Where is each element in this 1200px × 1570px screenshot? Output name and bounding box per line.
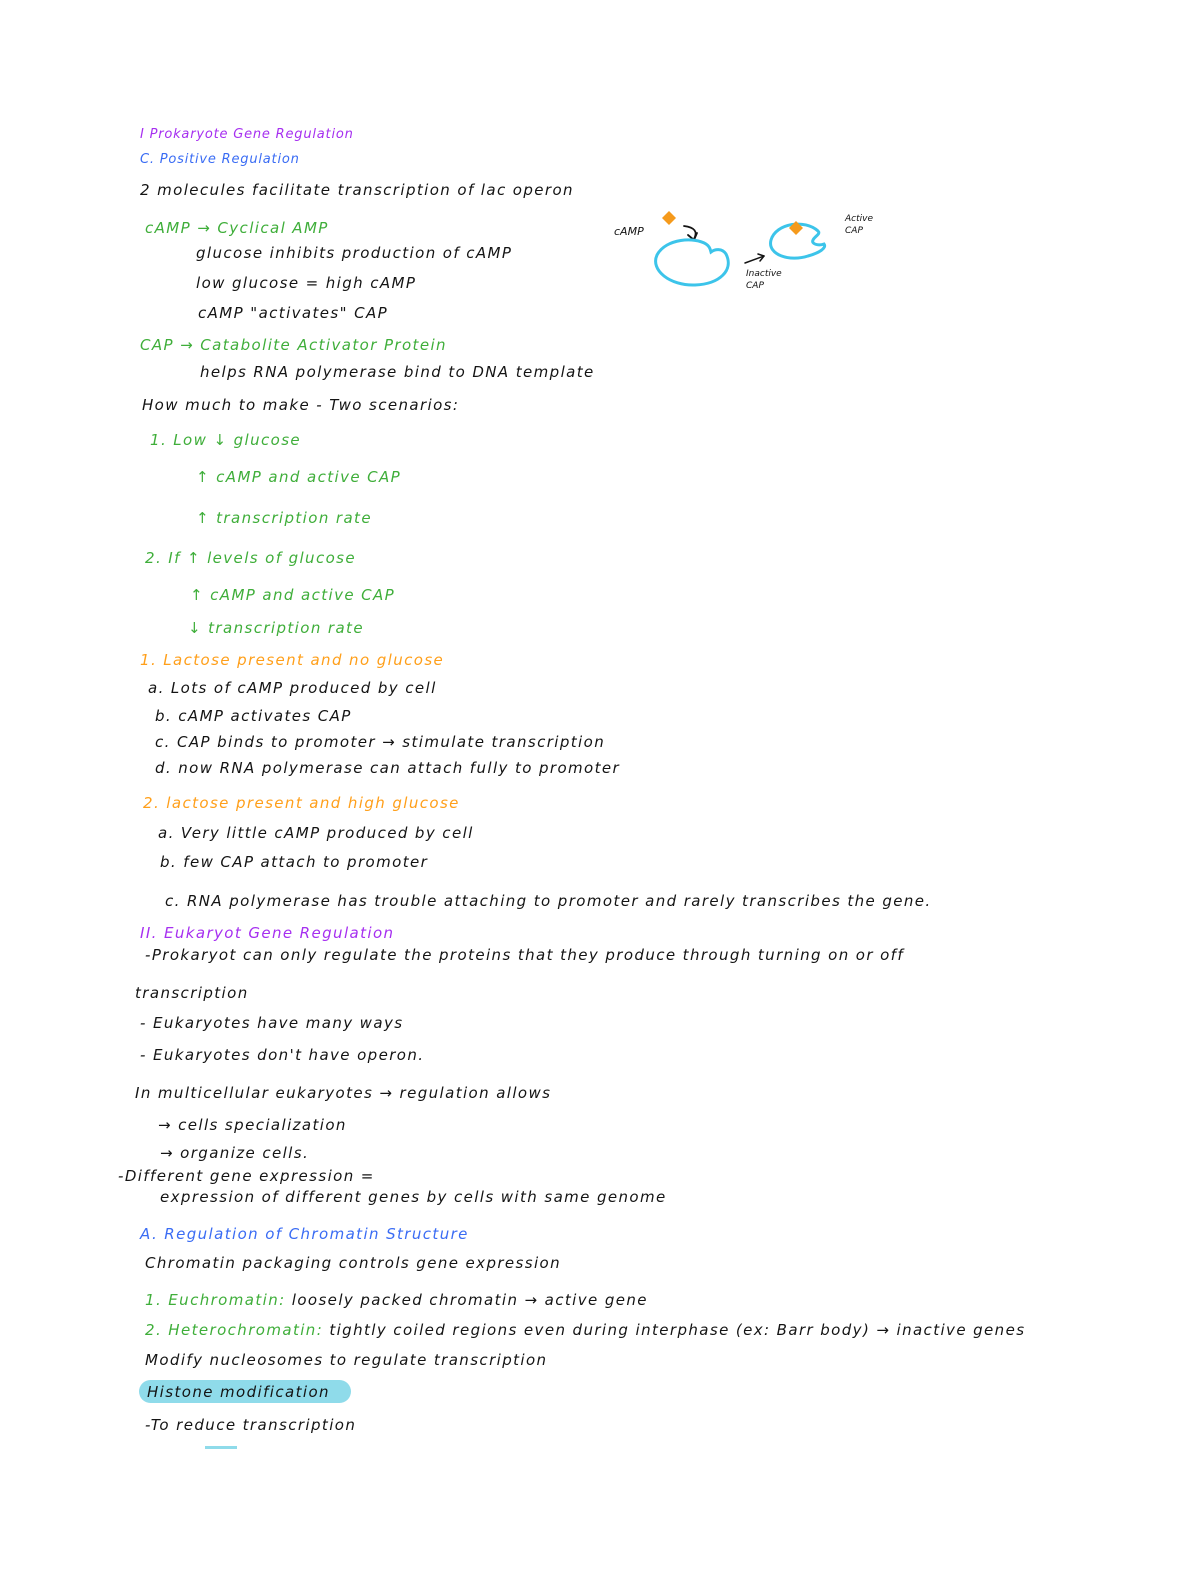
chromatin-type-heterochromatin <box>145 1321 1025 1339</box>
case-step: b. cAMP activates CAP <box>155 707 352 725</box>
scenario-point: ↓ transcription rate <box>188 619 364 637</box>
camp-note: glucose inhibits production of cAMP <box>196 244 513 262</box>
histone-note: -To reduce transcription <box>145 1416 357 1434</box>
camp-label: cAMP <box>614 225 644 238</box>
part-1-title: I Prokaryote Gene Regulation <box>140 127 354 142</box>
case-step: a. Very little cAMP produced by cell <box>158 824 474 842</box>
cap-note: helps RNA polymerase bind to DNA template <box>200 363 595 381</box>
scenarios-question: How much to make - Two scenarios: <box>142 396 460 414</box>
case-step: c. CAP binds to promoter → stimulate transcription <box>155 733 606 751</box>
section-a-intro: Chromatin packaging controls gene expression <box>145 1254 562 1272</box>
cap-term: CAP → Catabolite Activator Protein <box>140 336 447 354</box>
camp-note: cAMP "activates" CAP <box>198 304 389 322</box>
chromatin-type-euchromatin <box>145 1291 648 1309</box>
cap-activation-diagram <box>600 200 900 310</box>
scenario-title: 2. If ↑ levels of glucose <box>145 549 357 567</box>
part-2-intro-line: - Eukaryotes have many ways <box>140 1014 404 1032</box>
chromatin-type-description: tightly coiled regions even during interphase (ex: Barr body) → inactive genes <box>329 1321 1026 1339</box>
scenario-title: 1. Low ↓ glucose <box>150 431 302 449</box>
differential-definition: expression of different genes by cells with same genome <box>160 1188 667 1206</box>
scenario-point: ↑ cAMP and active CAP <box>190 586 396 604</box>
camp-term: cAMP → Cyclical AMP <box>145 219 329 237</box>
scenario-point: ↑ cAMP and active CAP <box>196 468 402 486</box>
part-2-intro-line: -Prokaryot can only regulate the proteins that they produce through turning on or off <box>145 946 905 964</box>
section-c-title: C. Positive Regulation <box>140 152 300 167</box>
part-2-title: II. Eukaryot Gene Regulation <box>140 924 395 942</box>
part-2-intro-line: - Eukaryotes don't have operon. <box>140 1046 425 1064</box>
camp-molecule-diamond <box>662 211 676 225</box>
case-step: a. Lots of cAMP produced by cell <box>148 679 437 697</box>
highlight-mark <box>205 1446 237 1449</box>
multicellular-lead: In multicellular eukaryotes → regulation allows <box>135 1084 552 1102</box>
chromatin-type-term: 1. Euchromatin: <box>145 1291 286 1309</box>
multicellular-point: → organize cells. <box>160 1144 310 1162</box>
scenario-point: ↑ transcription rate <box>196 509 372 527</box>
case-step: c. RNA polymerase has trouble attaching to promoter and rarely transcribes the gene. <box>165 892 932 910</box>
camp-note: low glucose = high cAMP <box>196 274 417 292</box>
case-title: 1. Lactose present and no glucose <box>140 651 445 669</box>
multicellular-point: → cells specialization <box>158 1116 347 1134</box>
histone-modification-label: Histone modification <box>147 1383 330 1401</box>
differential-term: -Different gene expression = <box>118 1167 375 1185</box>
inactive-cap-label: Inactive CAP <box>746 269 782 291</box>
part-2-intro-line: transcription <box>135 984 249 1002</box>
nucleosome-note: Modify nucleosomes to regulate transcription <box>145 1351 548 1369</box>
inactive-cap-shape <box>656 240 729 285</box>
chromatin-type-term: 2. Heterochromatin: <box>145 1321 324 1339</box>
case-title: 2. lactose present and high glucose <box>143 794 460 812</box>
chromatin-type-description: loosely packed chromatin → active gene <box>291 1291 648 1309</box>
section-a-title: A. Regulation of Chromatin Structure <box>140 1225 469 1243</box>
section-c-intro: 2 molecules facilitate transcription of lac operon <box>140 181 574 199</box>
case-step: d. now RNA polymerase can attach fully to promoter <box>155 759 621 777</box>
active-cap-label: Active CAP <box>845 214 873 236</box>
case-step: b. few CAP attach to promoter <box>160 853 429 871</box>
